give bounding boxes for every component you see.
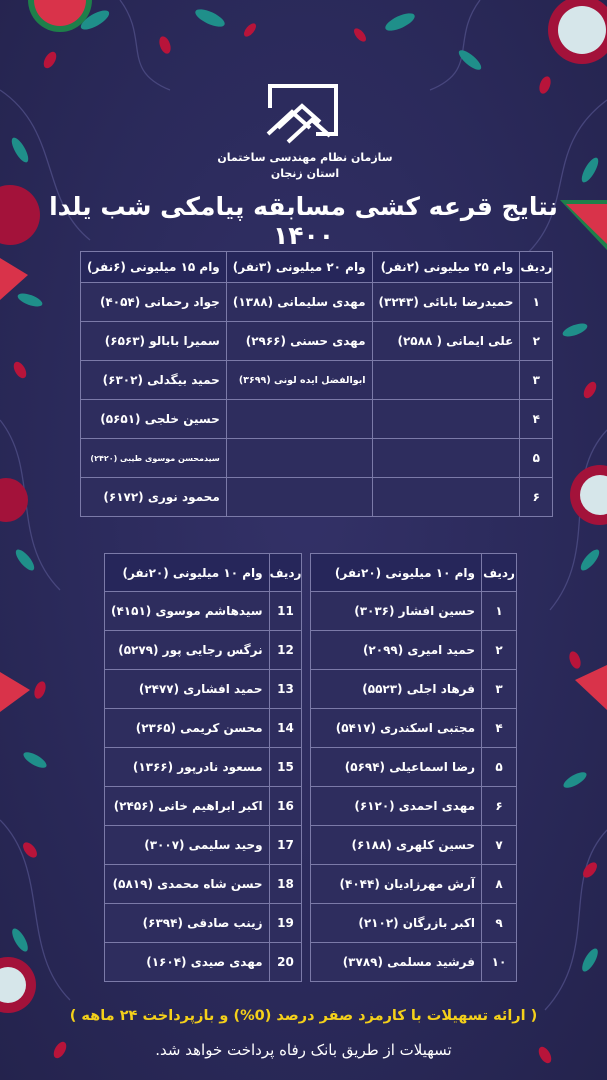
winner-name: محسن کریمی (۲۳۶۵) <box>105 709 270 748</box>
table-row <box>105 670 302 709</box>
loan20-winner: مهدی حسنی (۲۹۶۶) <box>226 322 372 361</box>
bank-note: تسهیلات از طریق بانک رفاه پرداخت خواهد شد. <box>155 1041 452 1059</box>
winner-name: رضا اسماعیلی (۵۶۹۴) <box>311 748 482 787</box>
page-title: نتایج قرعه کشی مسابقه پیامکی شب یلدا ۱۴۰۰ <box>49 192 558 250</box>
winner-name: اکبر ابراهیم خانی (۲۴۵۶) <box>105 787 270 826</box>
loan25-winner <box>372 439 520 478</box>
row-index: 11 <box>269 592 302 631</box>
table-row <box>311 943 517 982</box>
loan15-winner: حسین خلجی (۵۶۵۱) <box>81 400 227 439</box>
row-index: ۶ <box>482 787 517 826</box>
winner-name: حسین افشار (۳۰۳۶) <box>311 592 482 631</box>
loan20-winner: ابوالفضل ایده لونی (۳۶۹۹) <box>226 361 372 400</box>
col-loan10-header: وام ۱۰ میلیونی (۲۰نفر) <box>311 554 482 592</box>
loan25-winner <box>372 400 520 439</box>
loan20-winner <box>226 478 372 517</box>
table-row <box>81 361 553 400</box>
table-row <box>105 787 302 826</box>
winner-name: فرشید مسلمی (۳۷۸۹) <box>311 943 482 982</box>
org-logo <box>262 84 344 146</box>
loan25-winner: حمیدرضا بابائی (۳۲۴۳) <box>372 283 520 322</box>
org-line2: استان زنجان <box>270 167 340 180</box>
org-name <box>200 150 410 182</box>
winner-name: حمید امیری (۲۰۹۹) <box>311 631 482 670</box>
row-index: ۱ <box>520 283 553 322</box>
row-index: ۲ <box>482 631 517 670</box>
table-row <box>105 592 302 631</box>
col-loan25-header: وام ۲۵ میلیونی (۲نفر) <box>372 252 520 283</box>
winner-name: فرهاد اجلی (۵۵۲۳) <box>311 670 482 709</box>
results-table-loan10-part1 <box>310 553 517 982</box>
table-row <box>81 322 553 361</box>
row-index: ۱ <box>482 592 517 631</box>
table-row <box>105 631 302 670</box>
winner-name: حسین کلهری (۶۱۸۸) <box>311 826 482 865</box>
row-index: ۷ <box>482 826 517 865</box>
col-loan20-header: وام ۲۰ میلیونی (۳نفر) <box>226 252 372 283</box>
row-index: ۶ <box>520 478 553 517</box>
row-index: ۹ <box>482 904 517 943</box>
winner-name: مهدی صیدی (۱۶۰۴) <box>105 943 270 982</box>
loan-terms-note: ( ارائه تسهیلات با کارمزد صفر درصد (0%) و بازپرداخت ۲۴ ماهه ) <box>69 1008 538 1024</box>
table-row <box>81 478 553 517</box>
table-row <box>311 865 517 904</box>
row-index: ۳ <box>520 361 553 400</box>
table-row <box>105 943 302 982</box>
table-header-row <box>311 554 517 592</box>
table-row <box>311 670 517 709</box>
row-index: 13 <box>269 670 302 709</box>
table-row <box>311 631 517 670</box>
row-index: 17 <box>269 826 302 865</box>
loan25-winner <box>372 478 520 517</box>
col-index-header: ردیف <box>520 252 553 283</box>
table-row <box>81 439 553 478</box>
winner-name: اکبر بازرگان (۲۱۰۲) <box>311 904 482 943</box>
winner-name: مجتبی اسکندری (۵۴۱۷) <box>311 709 482 748</box>
table-row <box>311 592 517 631</box>
loan20-winner: مهدی سلیمانی (۱۳۸۸) <box>226 283 372 322</box>
table-row <box>105 748 302 787</box>
org-line1: سازمان نظام مهندسی ساختمان <box>217 151 393 164</box>
table-row <box>311 787 517 826</box>
row-index: ۱۰ <box>482 943 517 982</box>
table-row <box>81 400 553 439</box>
loan20-winner <box>226 400 372 439</box>
row-index: 20 <box>269 943 302 982</box>
table-row <box>81 283 553 322</box>
loan15-winner: حمید بیگدلی (۶۳۰۲) <box>81 361 227 400</box>
results-table-main <box>80 251 553 517</box>
winner-name: حسن شاه محمدی (۵۸۱۹) <box>105 865 270 904</box>
table-row <box>311 748 517 787</box>
winner-name: حمید افشاری (۲۴۷۷) <box>105 670 270 709</box>
loan20-winner <box>226 439 372 478</box>
table-row <box>105 709 302 748</box>
winner-name: آرش مهرزادیان (۴۰۴۴) <box>311 865 482 904</box>
row-index: ۵ <box>520 439 553 478</box>
table-row <box>311 904 517 943</box>
row-index: ۲ <box>520 322 553 361</box>
loan25-winner <box>372 361 520 400</box>
winner-name: نرگس رجایی پور (۵۲۷۹) <box>105 631 270 670</box>
winner-name: سیدهاشم موسوی (۴۱۵۱) <box>105 592 270 631</box>
loan25-winner: علی ایمانی ( ۲۵۸۸) <box>372 322 520 361</box>
row-index: ۸ <box>482 865 517 904</box>
row-index: ۵ <box>482 748 517 787</box>
row-index: 18 <box>269 865 302 904</box>
row-index: ۴ <box>520 400 553 439</box>
row-index: 14 <box>269 709 302 748</box>
winner-name: زینب صادقی (۶۳۹۴) <box>105 904 270 943</box>
row-index: 16 <box>269 787 302 826</box>
row-index: 19 <box>269 904 302 943</box>
table-row <box>105 826 302 865</box>
col-index-header: ردیف <box>482 554 517 592</box>
row-index: 15 <box>269 748 302 787</box>
table-row <box>311 709 517 748</box>
table-header-row <box>105 554 302 592</box>
row-index: ۴ <box>482 709 517 748</box>
loan15-winner: سمیرا بابالو (۶۵۶۳) <box>81 322 227 361</box>
table-row <box>311 826 517 865</box>
winner-name: مهدی احمدی (۶۱۲۰) <box>311 787 482 826</box>
table-row <box>105 865 302 904</box>
row-index: 12 <box>269 631 302 670</box>
table-row <box>105 904 302 943</box>
results-table-loan10-part2 <box>104 553 302 982</box>
table-header-row <box>81 252 553 283</box>
loan15-winner: جواد رحمانی (۴۰۵۴) <box>81 283 227 322</box>
col-index-header: ردیف <box>269 554 302 592</box>
loan15-winner: سیدمحسن موسوی طیبی (۲۴۲۰) <box>81 439 227 478</box>
loan15-winner: محمود نوری (۶۱۷۲) <box>81 478 227 517</box>
winner-name: مسعود نادرپور (۱۳۶۶) <box>105 748 270 787</box>
col-loan10-header: وام ۱۰ میلیونی (۲۰نفر) <box>105 554 270 592</box>
winner-name: وحید سلیمی (۳۰۰۷) <box>105 826 270 865</box>
row-index: ۳ <box>482 670 517 709</box>
col-loan15-header: وام ۱۵ میلیونی (۶نفر) <box>81 252 227 283</box>
